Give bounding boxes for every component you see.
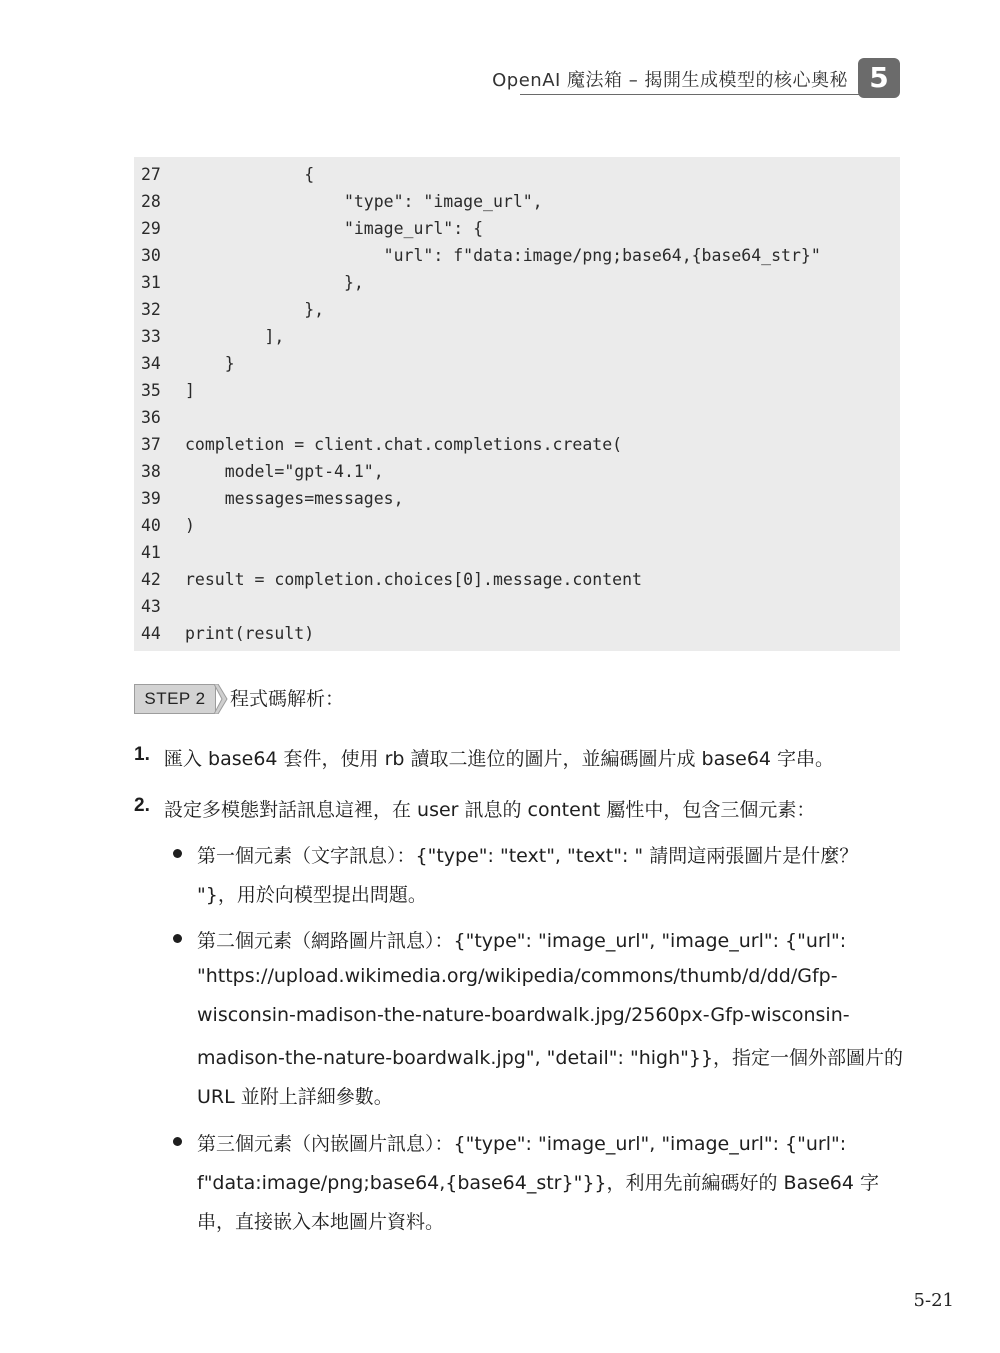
line-number: 38 [141, 462, 161, 481]
code-text: }, [185, 300, 325, 319]
line-number: 29 [141, 219, 161, 238]
list-item-text: 設定多模態對話訊息這裡，在 user 訊息的 content 屬性中，包含三個元素： [164, 799, 816, 821]
bullet-text-line: madison-the-nature-boardwalk.jpg", "detail": "high"}}，指定一個外部圖片的 [197, 1047, 904, 1069]
line-number: 44 [141, 624, 161, 643]
code-text: messages=messages, [185, 489, 404, 508]
code-text: "image_url": { [185, 219, 484, 238]
chevron-right-icon [214, 684, 228, 714]
code-text: completion = client.chat.completions.create( [185, 435, 623, 454]
bullet-dot [173, 1137, 182, 1146]
bullet-text-line: "}，用於向模型提出問題。 [197, 884, 427, 906]
line-number: 35 [141, 381, 161, 400]
page-header [0, 58, 1000, 100]
chapter-number-badge: 5 [858, 58, 900, 98]
code-text: ] [185, 381, 195, 400]
line-number: 32 [141, 300, 161, 319]
line-number: 27 [141, 165, 161, 184]
code-text: model="gpt-4.1", [185, 462, 384, 481]
bullet-text-line: f"data:image/png;base64,{base64_str}"}}，利用先前編碼好的 Base64 字 [197, 1172, 880, 1194]
bullet-text-line: URL 並附上詳細參數。 [197, 1086, 393, 1108]
bullet-dot [173, 849, 182, 858]
bullet-text-line: 串，直接嵌入本地圖片資料。 [197, 1211, 445, 1233]
bullet-text-line: 第二個元素（網路圖片訊息）：{"type": "image_url", "image_url": {"url": [197, 930, 847, 952]
bullet-text-line: 第三個元素（內嵌圖片訊息）：{"type": "image_url", "image_url": {"url": [197, 1133, 847, 1155]
line-number: 34 [141, 354, 161, 373]
code-text: } [185, 354, 235, 373]
code-text: result = completion.choices[0].message.content [185, 570, 642, 589]
line-number: 41 [141, 543, 161, 562]
code-text: { [185, 165, 315, 184]
code-text: "type": "image_url", [185, 192, 543, 211]
bullet-text-line: "https://upload.wikimedia.org/wikipedia/commons/thumb/d/dd/Gfp- [197, 965, 838, 987]
line-number: 43 [141, 597, 161, 616]
code-text: ], [185, 327, 285, 346]
code-text: "url": f"data:image/png;base64,{base64_str}" [185, 246, 821, 265]
line-number: 39 [141, 489, 161, 508]
step-badge: STEP 2 [134, 684, 216, 714]
line-number: 28 [141, 192, 161, 211]
line-number: 42 [141, 570, 161, 589]
line-number: 40 [141, 516, 161, 535]
line-number: 36 [141, 408, 161, 427]
step-title: 程式碼解析： [230, 688, 345, 710]
header-rule [520, 94, 860, 95]
line-number: 33 [141, 327, 161, 346]
list-item-number: 2. [134, 795, 150, 816]
code-block [134, 157, 900, 651]
line-number: 30 [141, 246, 161, 265]
running-title: OpenAI 魔法箱 – 揭開生成模型的核心奧秘 [492, 70, 848, 91]
line-number: 37 [141, 435, 161, 454]
page-number: 5-21 [913, 1290, 954, 1311]
bullet-text-line: wisconsin-madison-the-nature-boardwalk.jpg/2560px-Gfp-wisconsin- [197, 1004, 850, 1026]
list-item-number: 1. [134, 744, 150, 765]
code-text: ) [185, 516, 195, 535]
line-number: 31 [141, 273, 161, 292]
code-text: }, [185, 273, 364, 292]
code-text: print(result) [185, 624, 315, 643]
bullet-text-line: 第一個元素（文字訊息）：{"type": "text", "text": " 請問這兩張圖片是什麼？ [197, 845, 859, 867]
bullet-dot [173, 934, 182, 943]
list-item-text: 匯入 base64 套件，使用 rb 讀取二進位的圖片，並編碼圖片成 base64 字串。 [164, 748, 835, 770]
